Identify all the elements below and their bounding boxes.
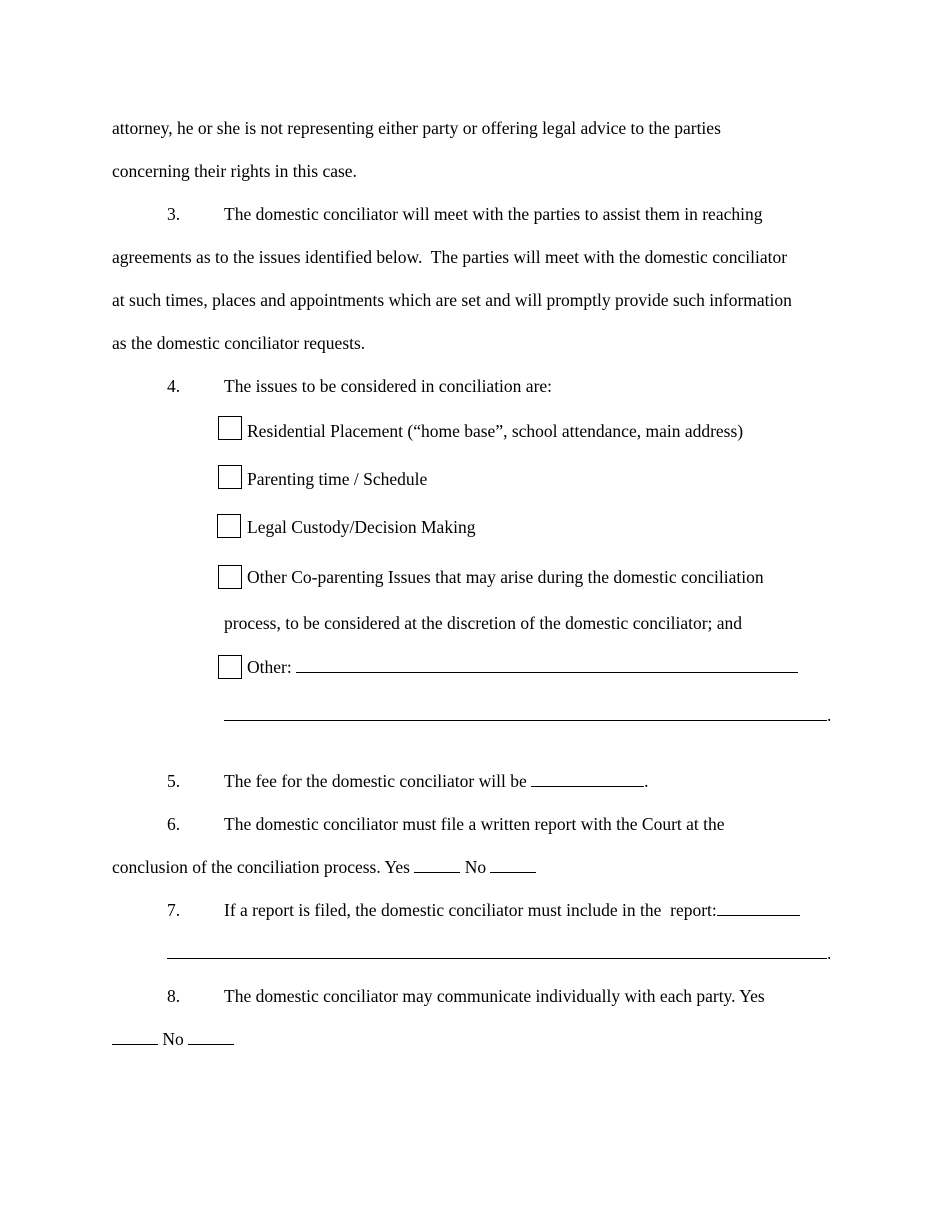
para3-line-3: at such times, places and appointments which are set and will promptly provide such information bbox=[112, 290, 792, 310]
legal-custody-checkbox[interactable] bbox=[217, 514, 241, 538]
para7-period: . bbox=[827, 943, 832, 963]
para7-number: 7. bbox=[167, 900, 181, 920]
para7-line bbox=[224, 899, 800, 921]
other-coparenting-label-line-1: Other Co-parenting Issues that may arise during the domestic conciliation bbox=[247, 567, 764, 587]
para8-line-2 bbox=[112, 1028, 234, 1050]
other-continuation-line bbox=[224, 704, 831, 726]
para5-period: . bbox=[644, 771, 649, 791]
other-continuation-blank-field[interactable] bbox=[224, 705, 827, 721]
para3-line-1: The domestic conciliator will meet with the parties to assist them in reaching bbox=[224, 204, 763, 224]
para6-line-2 bbox=[112, 856, 536, 878]
fee-blank-field[interactable] bbox=[531, 771, 644, 787]
para3-line-2: agreements as to the issues identified below. The parties will meet with the domestic conciliator bbox=[112, 247, 788, 267]
residential-placement-label: Residential Placement (“home base”, school attendance, main address) bbox=[247, 421, 744, 441]
residential-placement-checkbox[interactable] bbox=[218, 416, 242, 440]
para6-number: 6. bbox=[167, 814, 181, 834]
communicate-no-blank-field[interactable] bbox=[188, 1029, 234, 1045]
para4-number: 4. bbox=[167, 376, 181, 396]
parenting-time-label: Parenting time / Schedule bbox=[247, 469, 428, 489]
other-period: . bbox=[827, 705, 832, 725]
para4-text: The issues to be considered in conciliation are: bbox=[224, 376, 553, 396]
para6-line-2-text: conclusion of the conciliation process. Yes bbox=[112, 857, 410, 877]
other-line bbox=[247, 656, 798, 678]
para6-line-1: The domestic conciliator must file a written report with the Court at the bbox=[224, 814, 725, 834]
report-no-blank-field[interactable] bbox=[490, 857, 536, 873]
other-label: Other: bbox=[247, 657, 292, 677]
para3-line-4: as the domestic conciliator requests. bbox=[112, 333, 366, 353]
other-blank-field[interactable] bbox=[296, 657, 798, 673]
para8-line-1: The domestic conciliator may communicate individually with each party. Yes bbox=[224, 986, 765, 1006]
para8-number: 8. bbox=[167, 986, 181, 1006]
communicate-yes-blank-field[interactable] bbox=[112, 1029, 158, 1045]
para6-no-label: No bbox=[464, 857, 487, 877]
parenting-time-checkbox[interactable] bbox=[218, 465, 242, 489]
legal-custody-label: Legal Custody/Decision Making bbox=[247, 517, 476, 537]
para8-no-label: No bbox=[162, 1029, 184, 1049]
report-content-continuation-blank-field[interactable] bbox=[167, 943, 827, 959]
para7-text: If a report is filed, the domestic conciliator must include in the report: bbox=[224, 900, 717, 920]
intro-line-2: concerning their rights in this case. bbox=[112, 161, 357, 181]
other-coparenting-label-line-2: process, to be considered at the discretion of the domestic conciliator; and bbox=[224, 613, 743, 633]
report-yes-blank-field[interactable] bbox=[414, 857, 460, 873]
para5-number: 5. bbox=[167, 771, 181, 791]
other-coparenting-checkbox[interactable] bbox=[218, 565, 242, 589]
para5-line bbox=[224, 770, 648, 792]
report-content-blank-field[interactable] bbox=[717, 900, 800, 916]
other-checkbox[interactable] bbox=[218, 655, 242, 679]
intro-line-1: attorney, he or she is not representing either party or offering legal advice to the parties bbox=[112, 118, 721, 138]
para3-number: 3. bbox=[167, 204, 181, 224]
para5-text: The fee for the domestic conciliator will be bbox=[224, 771, 527, 791]
para7-continuation-line bbox=[167, 942, 831, 964]
